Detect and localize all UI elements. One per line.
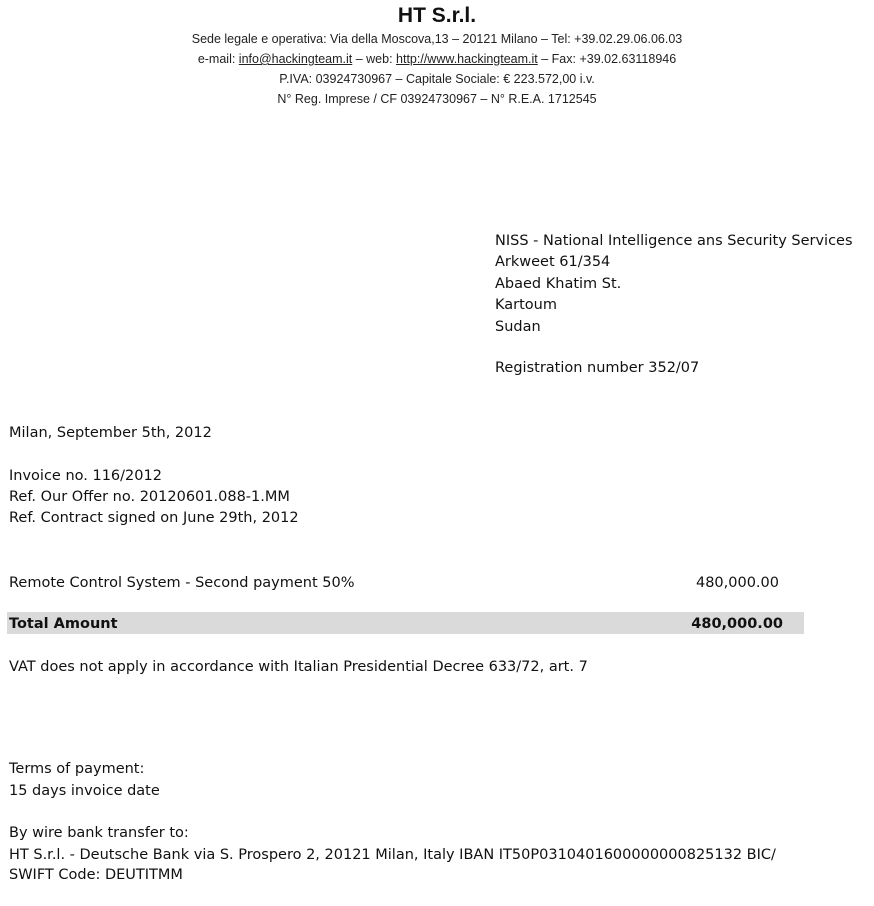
- web-label: – web:: [352, 52, 397, 66]
- recipient-registration: Registration number 352/07: [495, 360, 700, 376]
- recipient-city: Kartoum: [495, 297, 557, 313]
- invoice-date: Milan, September 5th, 2012: [9, 425, 212, 441]
- line-item-description: Remote Control System - Second payment 50%: [9, 575, 355, 591]
- web-link[interactable]: http://www.hackingteam.it: [396, 52, 538, 66]
- recipient-name: NISS - National Intelligence ans Security Services: [495, 233, 853, 249]
- transfer-label: By wire bank transfer to:: [9, 825, 189, 841]
- company-name: HT S.r.l.: [397, 4, 477, 27]
- header-address-line: Sede legale e operativa: Via della Moscova,13 – 20121 Milano – Tel: +39.02.29.06.06.03: [191, 32, 683, 46]
- bank-details-line-2: SWIFT Code: DEUTITMM: [9, 867, 183, 883]
- recipient-country: Sudan: [495, 319, 541, 335]
- total-amount: 480,000.00: [691, 616, 783, 632]
- terms-value: 15 days invoice date: [9, 783, 160, 799]
- total-label: Total Amount: [9, 616, 118, 632]
- invoice-number: Invoice no. 116/2012: [9, 468, 162, 484]
- email-label: e-mail:: [197, 52, 239, 66]
- contract-reference: Ref. Contract signed on June 29th, 2012: [9, 510, 299, 526]
- fax-text: – Fax: +39.02.63118946: [537, 52, 677, 66]
- email-link[interactable]: info@hackingteam.it: [238, 52, 353, 66]
- line-item-amount: 480,000.00: [695, 575, 779, 591]
- recipient-address-1: Arkweet 61/354: [495, 254, 611, 270]
- header-contact-line: [0, 52, 874, 66]
- bank-details-line-1: HT S.r.l. - Deutsche Bank via S. Prospero 2, 20121 Milan, Italy IBAN IT50P0310401600000000825132 BIC/: [9, 847, 776, 863]
- terms-label: Terms of payment:: [9, 761, 145, 777]
- offer-reference: Ref. Our Offer no. 20120601.088-1.MM: [9, 489, 290, 505]
- vat-note: VAT does not apply in accordance with Italian Presidential Decree 633/72, art. 7: [9, 659, 588, 675]
- header-vat-line: P.IVA: 03924730967 – Capitale Sociale: € 223.572,00 i.v.: [279, 72, 595, 86]
- header-registry-line: N° Reg. Imprese / CF 03924730967 – N° R.E.A. 1712545: [277, 92, 597, 106]
- recipient-address-2: Abaed Khatim St.: [495, 276, 622, 292]
